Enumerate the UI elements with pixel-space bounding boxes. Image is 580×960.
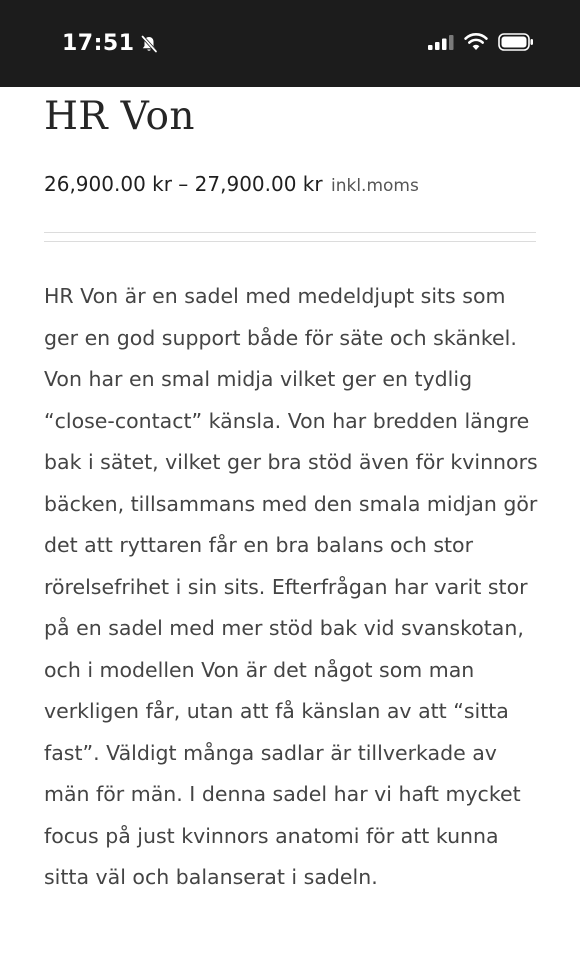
status-time: 17:51 — [62, 31, 135, 56]
price-range: 26,900.00 kr – 27,900.00 kr — [44, 172, 323, 196]
silent-mode-icon — [139, 34, 159, 54]
wifi-icon — [464, 33, 488, 56]
price-row — [44, 170, 536, 200]
status-time-group — [62, 30, 159, 58]
product-description: HR Von är en sadel med medeldjupt sits som ger en god support både för säte och skänkel. Von har en smal midja vilket ger en tydlig “close-contact” känsla. Von har bredden längre bak i sätet, vilket ger bra stöd även för kvinnors bäcken, tillsammans med den smala midjan gör det att ryttaren får en bra balans och stor rörelsefrihet i sin sits. Efterfrågan har varit stor på en sadel med mer stöd bak vid svanskotan, och i modellen Von är det något som man verkligen får, utan att få känslan av att “sitta fast”. Väldigt många sadlar är tillverkade av män för män. I denna sadel har vi haft mycket focus på just kvinnors anatomi för att kunna sitta väl och balanserat i sadeln. — [44, 284, 538, 889]
price-tax-note: inkl.moms — [330, 176, 419, 196]
product-title: HR Von — [44, 94, 195, 139]
product-content — [0, 87, 580, 899]
status-bar — [0, 0, 580, 87]
status-icons — [428, 33, 534, 56]
cellular-signal-icon — [428, 34, 454, 55]
section-divider — [44, 232, 536, 242]
battery-icon — [498, 33, 534, 56]
